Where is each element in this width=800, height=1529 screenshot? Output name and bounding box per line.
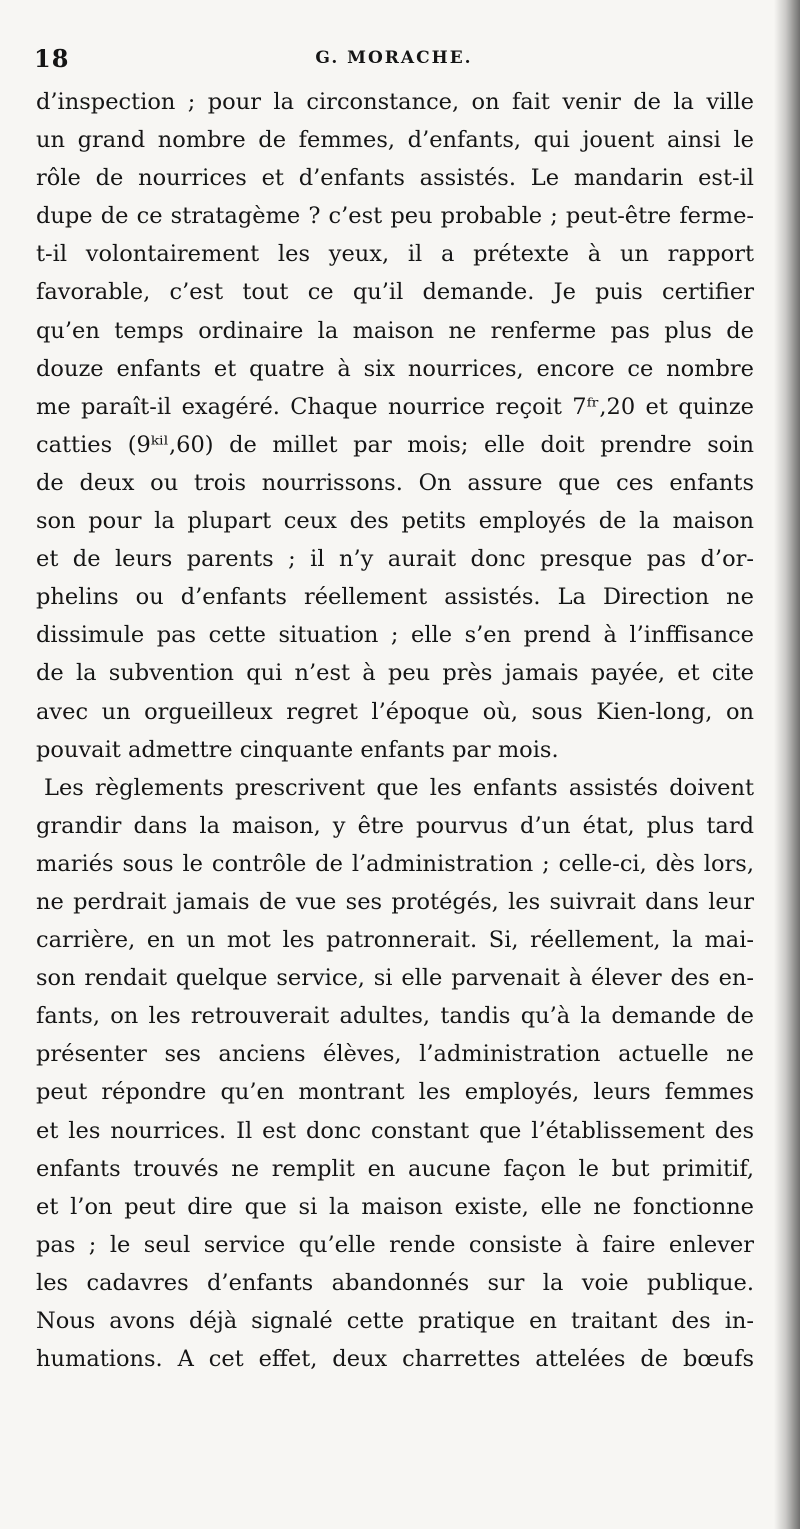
page-number: 18 (34, 44, 70, 73)
text-line: me paraît-il exagéré. Chaque nourrice reçoit 7ᶠʳ,20 et quinze (36, 393, 754, 420)
body-text (36, 83, 754, 1378)
text-line: un grand nombre de femmes, d’enfants, qui jouent ainsi le (36, 127, 754, 154)
text-line: carrière, en un mot les patronnerait. Si, réellement, la mai- (36, 927, 754, 954)
text-line: Les règlements prescrivent que les enfants assistés doivent (44, 774, 754, 801)
text-line: t-il volontairement les yeux, il a prétexte à un rapport (36, 241, 754, 268)
text-line: qu’en temps ordinaire la maison ne renferme pas plus de (36, 317, 754, 344)
text-line: enfants trouvés ne remplit en aucune façon le but primitif, (36, 1155, 754, 1182)
page-edge-shadow (774, 0, 800, 1529)
text-line: fants, on les retrouverait adultes, tandis qu’à la demande de (36, 1003, 754, 1030)
text-line: Nous avons déjà signalé cette pratique en traitant des in- (36, 1308, 754, 1334)
text-line: de la subvention qui n’est à peu près jamais payée, et cite (36, 660, 754, 687)
text-line: les cadavres d’enfants abandonnés sur la voie publique. (36, 1269, 754, 1296)
text-line: de deux ou trois nourrissons. On assure que ces enfants (36, 469, 754, 496)
running-head: G. MORACHE. (315, 48, 473, 68)
text-line: grandir dans la maison, y être pourvus d’un état, plus tard (36, 812, 754, 839)
text-line: dupe de ce stratagème ? c’est peu probable ; peut-être ferme- (36, 203, 754, 230)
text-line: son pour la plupart ceux des petits employés de la maison (36, 508, 754, 535)
text-line: pas ; le seul service qu’elle rende consiste à faire enlever (36, 1231, 754, 1258)
text-line: mariés sous le contrôle de l’administration ; celle-ci, dès lors, (36, 850, 754, 877)
text-line: humations. A cet effet, deux charrettes attelées de bœufs (36, 1346, 754, 1373)
paragraph-1 (36, 83, 754, 769)
text-line: catties (9ᵏⁱˡ,60) de millet par mois; elle doit prendre soin (36, 431, 754, 458)
text-line: et l’on peut dire que si la maison existe, elle ne fonctionne (36, 1193, 754, 1220)
text-line: présenter ses anciens élèves, l’administration actuelle ne (36, 1041, 754, 1068)
text-line: dissimule pas cette situation ; elle s’en prend à l’inffisance (36, 622, 754, 649)
text-line: phelins ou d’enfants réellement assistés. La Direction ne (36, 584, 754, 611)
text-line: peut répondre qu’en montrant les employés, leurs femmes (36, 1079, 754, 1106)
text-line: avec un orgueilleux regret l’époque où, sous Kien-long, on (36, 698, 754, 725)
text-line: douze enfants et quatre à six nourrices, encore ce nombre (36, 355, 754, 382)
text-line: rôle de nourrices et d’enfants assistés. Le mandarin est-il (36, 165, 754, 192)
text-line: et les nourrices. Il est donc constant que l’établissement des (36, 1117, 754, 1144)
text-line: ne perdrait jamais de vue ses protégés, les suivrait dans leur (36, 888, 754, 915)
text-line: favorable, c’est tout ce qu’il demande. Je puis certifier (36, 279, 754, 306)
paragraph-2 (36, 769, 754, 1379)
text-line: son rendait quelque service, si elle parvenait à élever des en- (36, 965, 754, 992)
text-line: pouvait admettre cinquante enfants par mois. (36, 736, 559, 763)
text-line: d’inspection ; pour la circonstance, on fait venir de la ville (36, 89, 754, 115)
text-line: et de leurs parents ; il n’y aurait donc presque pas d’or- (36, 546, 754, 573)
page-header (34, 40, 754, 80)
